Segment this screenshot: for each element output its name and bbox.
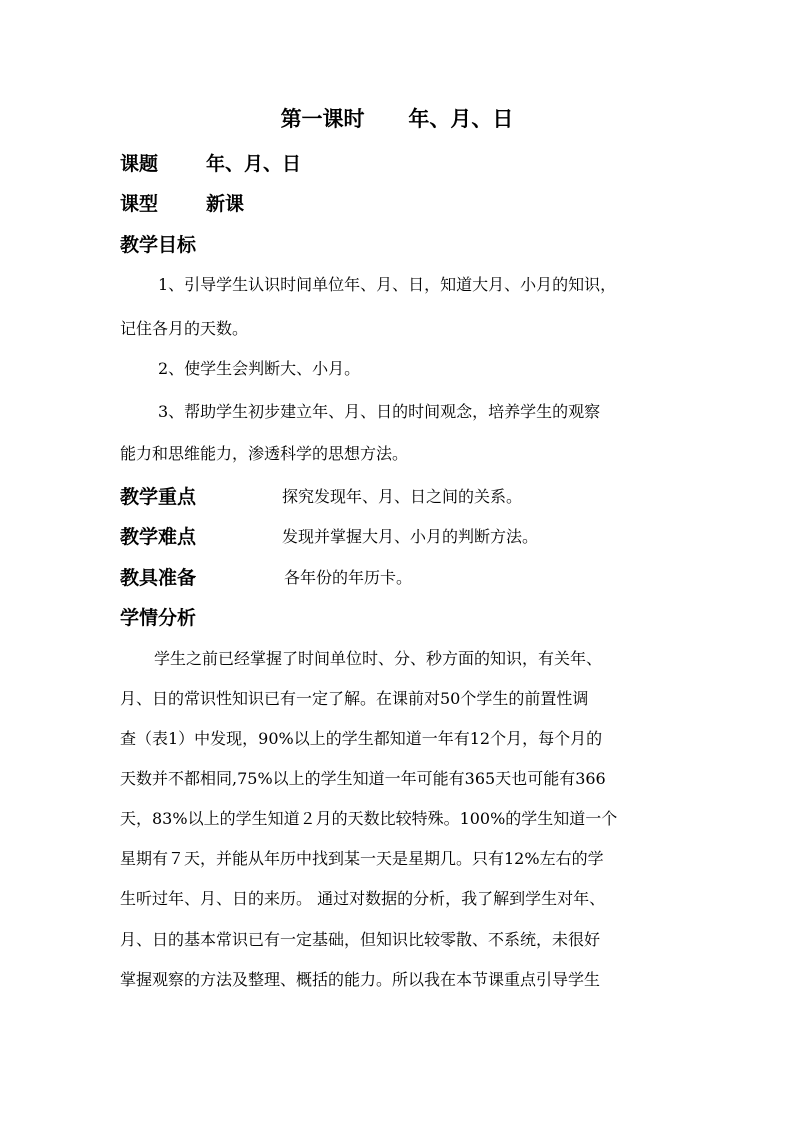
difficulty-row	[120, 522, 539, 549]
objectives-heading-row	[120, 230, 196, 257]
objectives-heading: 教学目标	[120, 234, 197, 256]
analysis-line: 天，83%以上的学生知道２月的天数比较特殊。100%的学生知道一个	[120, 809, 618, 828]
topic-value: 年、月、日	[206, 153, 302, 175]
objective-1-line-2: 记住各月的天数。	[120, 319, 249, 338]
focus-row	[120, 482, 523, 509]
page-title: 第一课时 年、月、日	[280, 106, 514, 131]
type-row	[120, 189, 245, 216]
analysis-line: 星期有７天，并能从年历中找到某一天是星期几。只有12%左右的学	[120, 849, 604, 868]
analysis-line: 月、日的基本常识已有一定基础，但知识比较零散、不系统，未很好	[120, 930, 601, 949]
focus-value: 探究发现年、月、日之间的关系。	[282, 487, 523, 506]
analysis-line: 生听过年、月、日的来历。 通过对数据的分析，我了解到学生对年、	[120, 889, 606, 908]
objective-1-line-1: 1、引导学生认识时间单位年、月、日，知道大月、小月的知识，	[158, 275, 617, 294]
type-value: 新课	[206, 193, 245, 215]
analysis-line: 掌握观察的方法及整理、概括的能力。所以我在本节课重点引导学生	[120, 970, 601, 989]
analysis-line: 天数并不都相同,75%以上的学生知道一年可能有365天也可能有366	[120, 769, 606, 788]
analysis-line: 月、日的常识性知识已有一定了解。在课前对50个学生的前置性调	[120, 689, 589, 708]
analysis-heading: 学情分析	[120, 607, 197, 629]
objective-3-line-1: 3、帮助学生初步建立年、月、日的时间观念，培养学生的观察	[158, 402, 601, 421]
materials-row	[120, 563, 413, 590]
type-label: 课型	[120, 193, 159, 215]
focus-label: 教学重点	[120, 486, 197, 508]
analysis-heading-row	[120, 603, 196, 630]
objective-2-line-1: 2、使学生会判断大、小月。	[158, 359, 361, 378]
materials-label: 教具准备	[120, 567, 197, 589]
difficulty-value: 发现并掌握大月、小月的判断方法。	[282, 527, 539, 546]
analysis-line: 查（表1）中发现，90%以上的学生都知道一年有12个月，每个月的	[120, 729, 603, 748]
analysis-line: 学生之前已经掌握了时间单位时、分、秒方面的知识，有关年、	[154, 649, 603, 668]
topic-label: 课题	[120, 153, 159, 175]
difficulty-label: 教学难点	[120, 526, 197, 548]
objective-3-line-2: 能力和思维能力，渗透科学的思想方法。	[120, 444, 409, 463]
topic-row	[120, 149, 302, 176]
materials-value: 各年份的年历卡。	[284, 568, 413, 587]
